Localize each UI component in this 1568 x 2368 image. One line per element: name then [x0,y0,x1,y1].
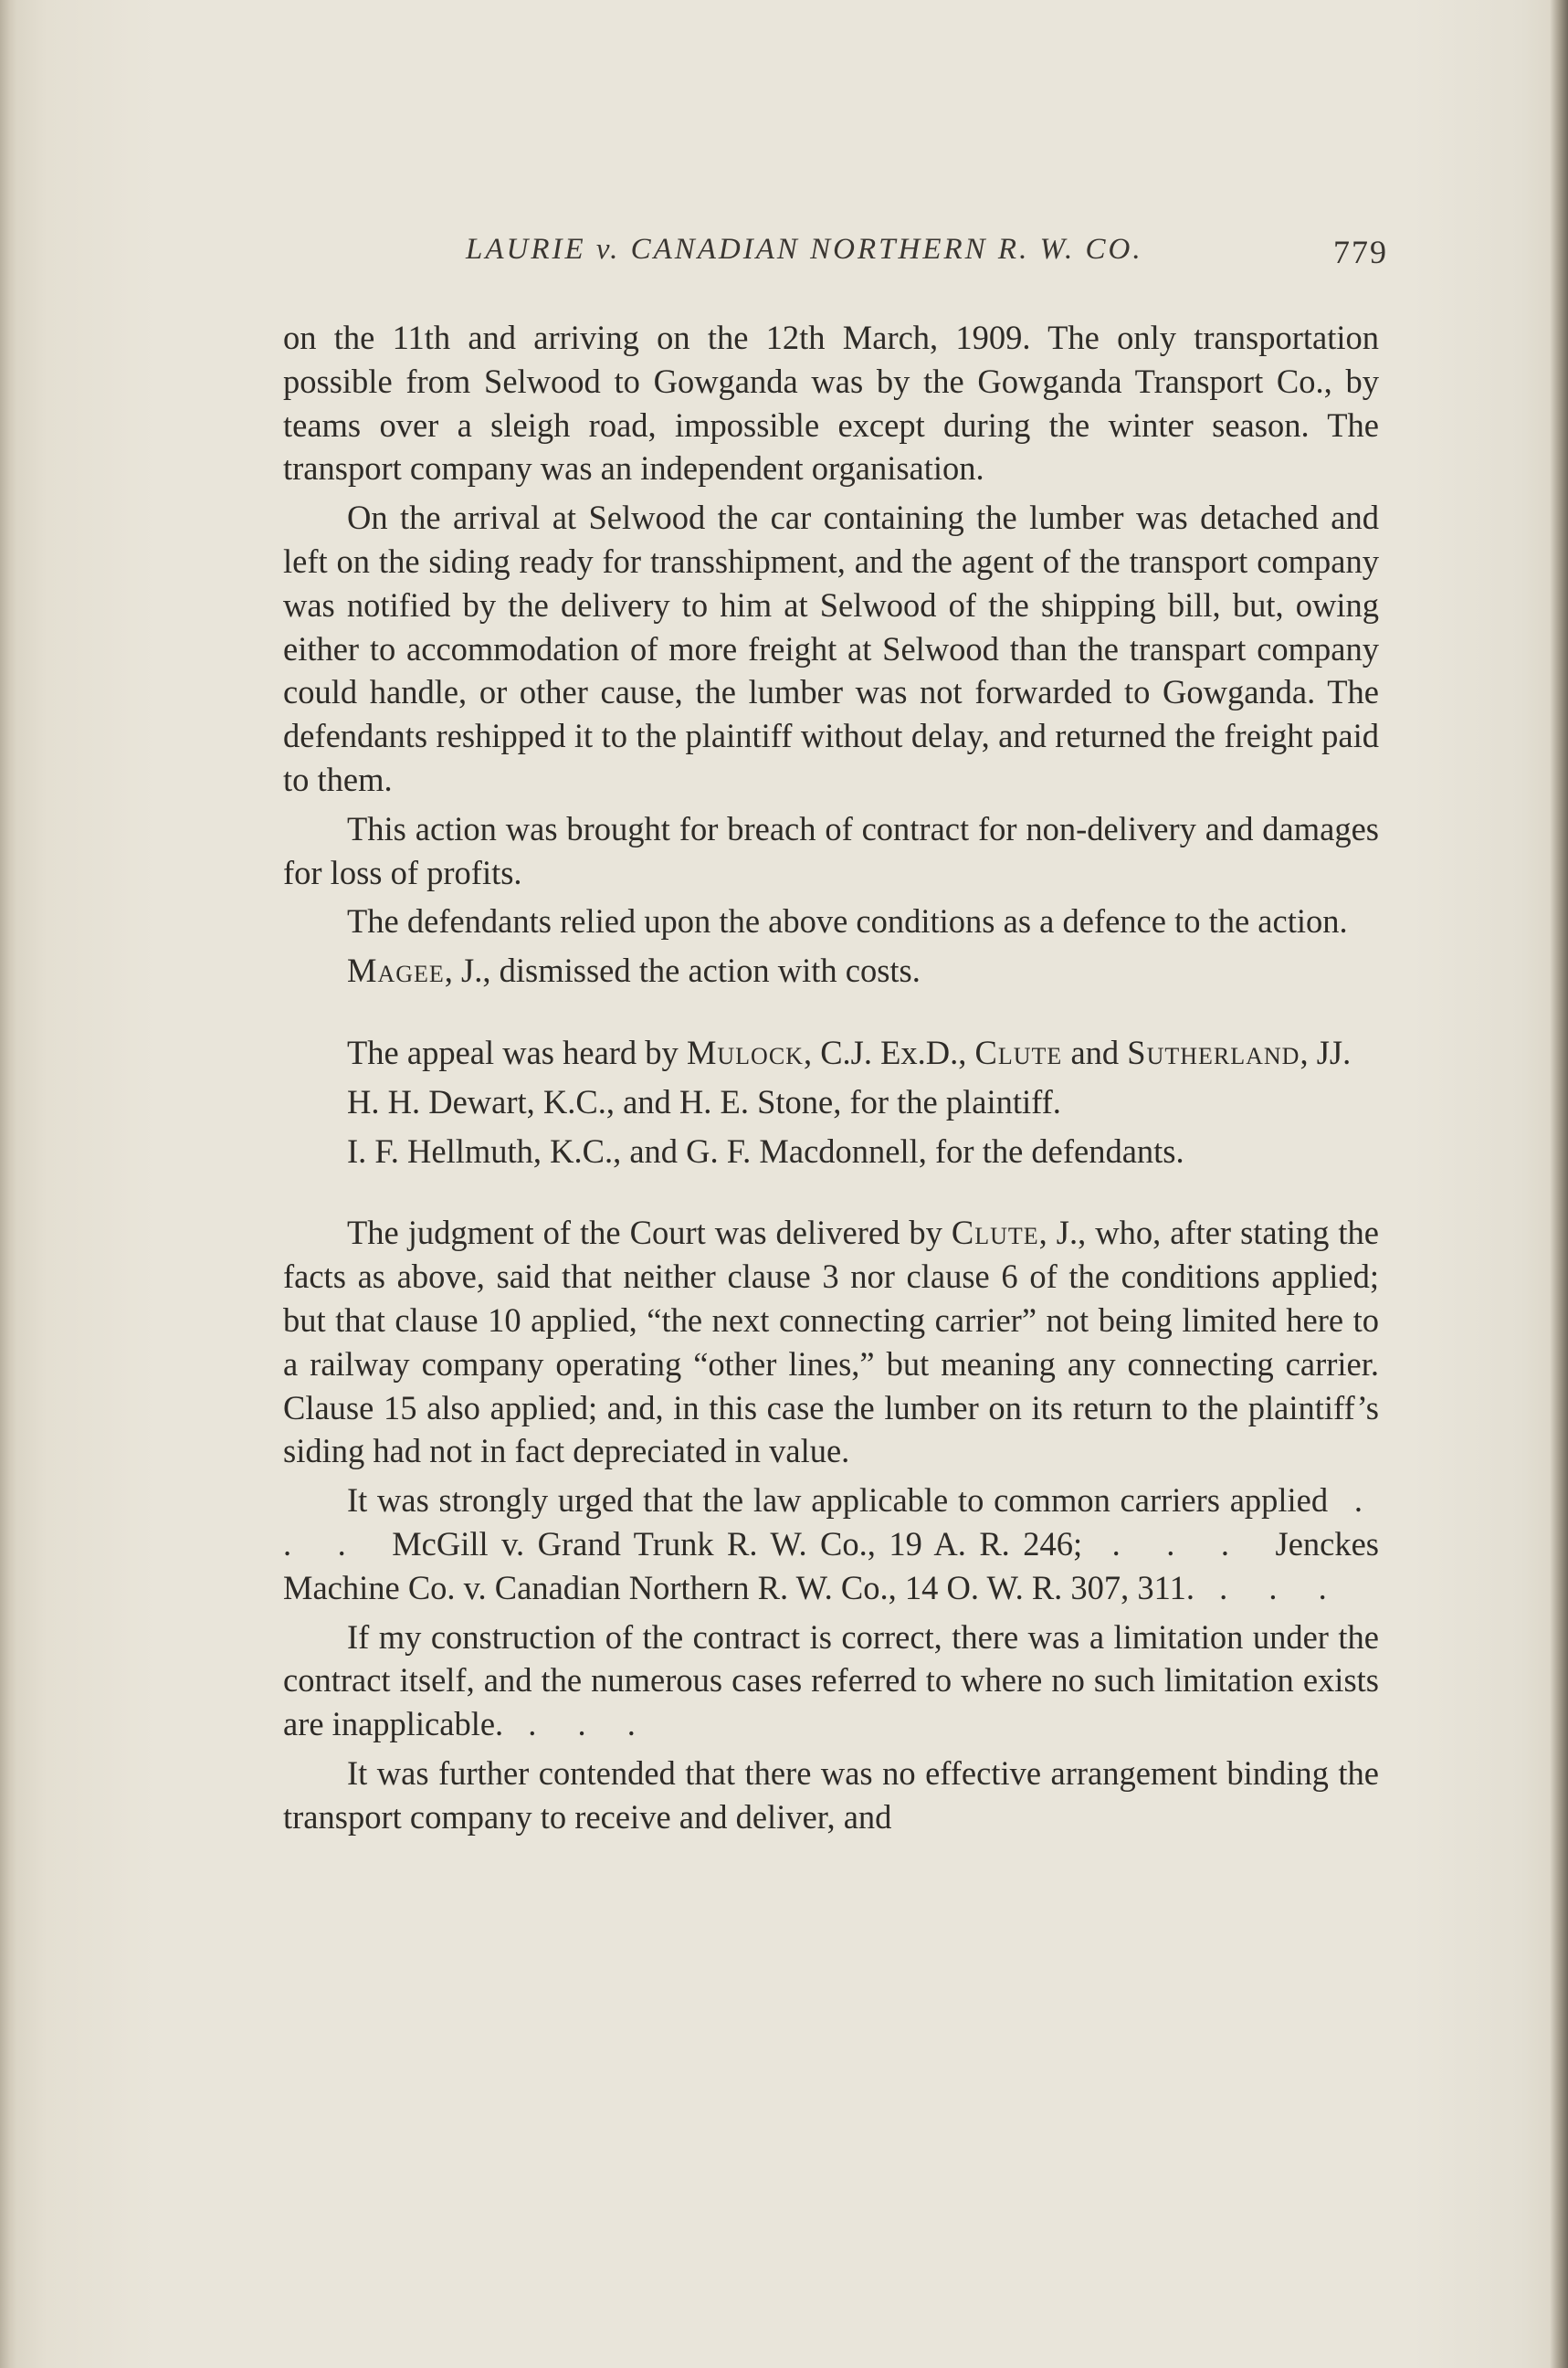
appeal-tail: , JJ. [1300,1033,1352,1071]
ellipsis: . . . [503,1705,652,1743]
paragraph-counsel-plaintiff: H. H. Dewart, K.C., and H. E. Stone, for the plaintiff. [347,1082,1061,1121]
trial-judgment-text: , J., dismissed the action with costs. [444,952,921,990]
appeal-mid: and [1062,1033,1128,1071]
appeal-lead: The appeal was heard by [347,1033,687,1071]
paragraph-arrival: On the arrival at Selwood the car containing the lumber was detached and left on the siding ready for transshipment, and the agent of the transport company was notified by the delivery to him at Selwood of the shipping bill, but, owing either to accommodation of more freight at Selwood than the transpart company could handle, or other cause, the lumber was not forwarded to Gowganda. The defendants reshipped it to the plaintiff without delay, and returned the freight paid to them. [283,499,1379,798]
paragraph-counsel-defendants: I. F. Hellmuth, K.C., and G. F. Macdonnell, for the defendants. [347,1131,1184,1170]
construction-text: If my construction of the contract is correct, there was a limitation under the contract itself, and the numerous cases referred to where no such limitation exists are inapplicable. [283,1617,1379,1743]
citation-text: It was strongly urged that the law applicable to common carriers applied [347,1481,1329,1520]
page-number: 779 [1333,234,1388,270]
judge-name: Clute [951,1214,1039,1252]
judge-name: Magee [347,952,445,990]
paragraph-construction [283,1616,1379,1746]
judge-name: Clute [974,1033,1063,1071]
judge-name: Mulock [686,1033,804,1071]
judgment-lead: The judgment of the Court was delivered by [347,1214,952,1252]
paragraph-defence: The defendants relied upon the above conditions as a defence to the action. [347,902,1348,941]
appeal-mid: , C.J. Ex.D., [803,1033,975,1071]
paragraph-common-carriers [283,1479,1379,1609]
running-title: LAURIE v. CANADIAN NORTHERN R. W. CO. [466,233,1143,266]
paragraph-court-judgment [283,1211,1379,1473]
citation-text: Jenckes Machine Co. v. Canadian Northern R. W. Co., 14 O. W. R. 307, 311. [283,1524,1379,1606]
ellipsis: . . . [1082,1524,1276,1563]
paragraph-action: This action was brought for breach of contract for non-delivery and damages for loss of profits. [283,809,1379,891]
citation-text: McGill v. Grand Trunk R. W. Co., 19 A. R. 246; [392,1524,1083,1563]
paragraph-continuation: on the 11th and arriving on the 12th March, 1909. The only transportation possible from Selwood to Gowganda was by the Gowganda Transport Co., by teams over a sleigh road, impossible except during the winter season. The transport company was an independent organisation. [283,319,1379,488]
page-right-edge [1550,0,1568,2368]
ellipsis: . . . [1194,1568,1343,1606]
judge-name: Sutherland [1127,1033,1300,1071]
judgment-text: , J., who, after stating the facts as above, said that neither clause 3 nor clause 6 of the conditions applied; but that clause 10 applied, “the next connecting carrier” not being limited here to a railway company operating “other lines,” but meaning any connecting carrier. Clause 15 also applied; and, in this case the lumber on its return to the plaintiff’s siding had not in fact depreciated in value. [283,1214,1379,1470]
paragraph-further-contention: It was further contended that there was no effective arrangement binding the transport company to receive and deliver, and [283,1753,1379,1836]
running-head [274,233,1388,279]
ellipsis: . . . [283,1481,1379,1563]
paragraph-trial-judgment [283,949,1379,993]
paragraph-appeal-bench [283,1031,1379,1075]
page-binding-shadow [0,0,16,2368]
body-text [283,316,1379,1839]
